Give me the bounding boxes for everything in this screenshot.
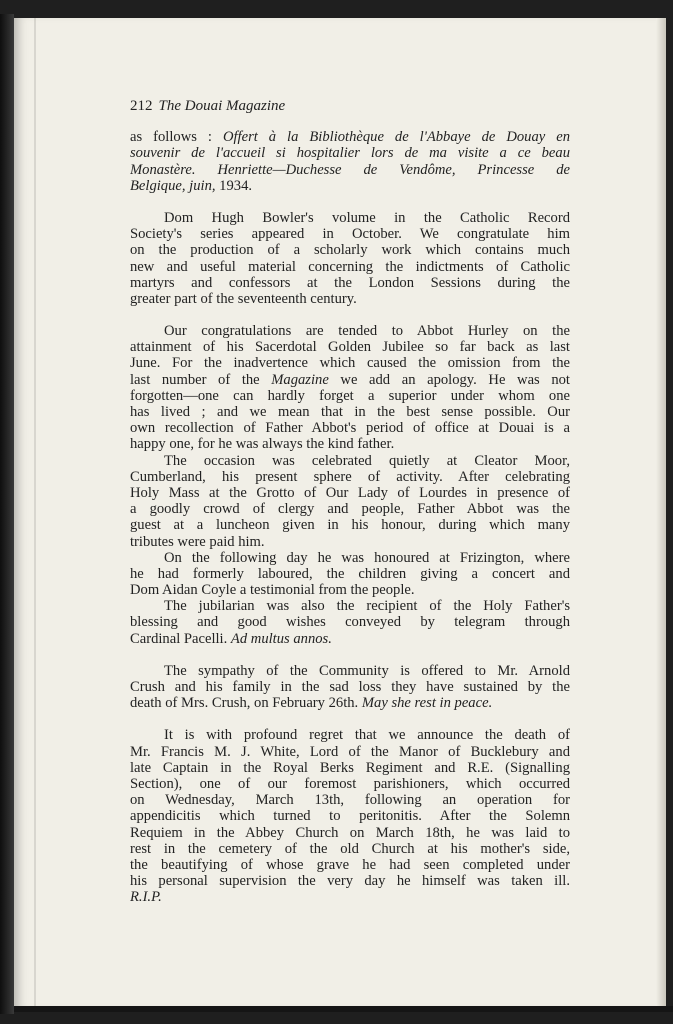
text-line — [130, 210, 570, 226]
text-line — [130, 631, 570, 647]
italic-text: Belgique, juin, — [130, 177, 216, 194]
text-run: Holy Mass at the Grotto of Our Lady of Lourdes in presence of — [130, 484, 570, 501]
text-run: Requiem in the Abbey Church on March 18th, he was laid to — [130, 824, 570, 841]
paragraph — [130, 598, 570, 647]
text-run: on the production of a scholarly work which contains much — [130, 242, 570, 259]
text-line — [130, 792, 570, 808]
paragraph — [130, 550, 570, 599]
text-line — [130, 469, 570, 485]
text-line — [130, 453, 570, 469]
text-line — [130, 760, 570, 776]
text-line — [130, 776, 570, 792]
text-line — [130, 727, 570, 743]
text-line — [130, 339, 570, 355]
text-line — [130, 355, 570, 371]
text-run: tributes were paid him. — [130, 533, 265, 550]
page-text — [130, 98, 570, 905]
text-run: Dom Aidan Coyle a testimonial from the people. — [130, 582, 415, 599]
text-run: on Wednesday, March 13th, following an operation for — [130, 792, 570, 809]
text-line — [130, 841, 570, 857]
text-run: Society's series appeared in October. We congratulate him — [130, 226, 570, 243]
text-run: June. For the inadvertence which caused the omission from the — [130, 355, 570, 372]
text-run: The jubilarian was also the recipient of the Holy Father's — [164, 598, 570, 615]
paragraph — [130, 727, 570, 905]
text-line — [130, 857, 570, 873]
text-line — [130, 598, 570, 614]
text-line — [130, 485, 570, 501]
running-header — [130, 98, 570, 114]
text-line — [130, 550, 570, 566]
italic-text: R.I.P. — [130, 889, 162, 906]
text-run: he had formerly laboured, the children giving a concert and — [130, 565, 570, 582]
article-body — [130, 129, 570, 905]
text-run: forgotten—one can hardly forget a superior under whom one — [130, 387, 570, 404]
text-line — [130, 566, 570, 582]
text-line — [130, 889, 570, 905]
text-run: appendicitis which turned to peritonitis. After the Solemn — [130, 808, 570, 825]
text-run: happy one, for he was always the kind father. — [130, 436, 395, 453]
text-run: guest at a luncheon given in his honour, during which many — [130, 517, 570, 534]
text-line — [130, 679, 570, 695]
text-line — [130, 825, 570, 841]
text-run: martyrs and confessors at the London Sessions during the — [130, 274, 570, 291]
book-spine-edge — [0, 14, 14, 1014]
page-bottom-edge — [14, 1006, 673, 1012]
text-run: death of Mrs. Crush, on February 26th. — [130, 695, 362, 712]
text-run: On the following day he was honoured at Frizington, where — [164, 549, 570, 566]
text-line — [130, 663, 570, 679]
text-run: his personal supervision the very day he himself was taken ill. — [130, 873, 570, 890]
text-run: Dom Hugh Bowler's volume in the Catholic Record — [164, 209, 570, 226]
italic-text: souvenir de l'accueil si hospitalier lors de ma visite a ce beau — [130, 145, 570, 162]
paragraph — [130, 323, 570, 453]
text-line — [130, 404, 570, 420]
paragraph-gap — [130, 194, 570, 210]
italic-text: Ad multus annos. — [230, 630, 332, 647]
text-run: Crush and his family in the sad loss they have sustained by the — [130, 679, 570, 696]
text-run: late Captain in the Royal Berks Regiment and R.E. (Signalling — [130, 759, 570, 776]
text-run: Cumberland, his present sphere of activity. After celebrating — [130, 468, 570, 485]
text-line — [130, 501, 570, 517]
text-run: 1934. — [215, 177, 253, 194]
text-line — [130, 582, 570, 598]
text-run: new and useful material concerning the indictments of Catholic — [130, 258, 570, 275]
text-line — [130, 808, 570, 824]
text-run: The occasion was celebrated quietly at Cleator Moor, — [164, 452, 570, 469]
paragraph-gap — [130, 307, 570, 323]
text-line — [130, 517, 570, 533]
text-line — [130, 145, 570, 161]
text-run: blessing and good wishes conveyed by telegram through — [130, 614, 570, 631]
text-line — [130, 178, 570, 194]
paragraph-gap — [130, 711, 570, 727]
text-run: Mr. Francis M. J. White, Lord of the Manor of Bucklebury and — [130, 743, 570, 760]
text-line — [130, 744, 570, 760]
text-run: attainment of his Sacerdotal Golden Jubilee so far back as last — [130, 339, 570, 356]
text-run: It is with profound regret that we announce the death of — [164, 727, 570, 744]
text-line — [130, 873, 570, 889]
text-line — [130, 420, 570, 436]
text-line — [130, 695, 570, 711]
text-run: The sympathy of the Community is offered to Mr. Arnold — [164, 662, 570, 679]
running-head-title: The Douai Magazine — [158, 98, 286, 114]
text-line — [130, 129, 570, 145]
italic-text: Magazine — [271, 371, 329, 388]
text-run: last number of the — [130, 371, 272, 388]
text-run: Cardinal Pacelli. — [130, 630, 231, 647]
paragraph-gap — [130, 647, 570, 663]
text-run: a goodly crowd of clergy and people, Father Abbot was the — [130, 501, 570, 518]
text-line — [130, 323, 570, 339]
italic-text: May she rest in peace. — [361, 695, 493, 712]
text-line — [130, 226, 570, 242]
text-line — [130, 614, 570, 630]
page-curl-shadow — [656, 18, 666, 1008]
text-line — [130, 242, 570, 258]
gutter-shadow — [34, 18, 36, 1008]
text-line — [130, 275, 570, 291]
paragraph — [130, 663, 570, 712]
text-run: rest in the cemetery of the old Church at his mother's side, — [130, 840, 570, 857]
text-run: Section), one of our foremost parishioners, which occurred — [130, 775, 570, 792]
text-line — [130, 291, 570, 307]
text-line — [130, 372, 570, 388]
text-run: Our congratulations are tended to Abbot Hurley on the — [164, 323, 570, 340]
text-line — [130, 388, 570, 404]
paragraph — [130, 453, 570, 550]
text-line — [130, 534, 570, 550]
page-number: 212 — [130, 98, 153, 114]
text-run: greater part of the seventeenth century. — [130, 290, 357, 307]
italic-text: Offert à la Bibliothèque de l'Abbaye de Douay en — [222, 129, 570, 146]
text-line — [130, 436, 570, 452]
italic-text: Monastère. Henriette—Duchesse de Vendôme, Princesse de — [130, 161, 570, 178]
text-run: we add an apology. He was not — [328, 371, 570, 388]
text-line — [130, 259, 570, 275]
paragraph — [130, 210, 570, 307]
text-run: the beautifying of whose grave he had seen completed under — [130, 856, 570, 873]
text-run: as follows : — [130, 129, 223, 146]
paragraph — [130, 129, 570, 194]
text-run: has lived ; and we mean that in the best sense possible. Our — [130, 404, 570, 421]
text-run: own recollection of Father Abbot's period of office at Douai is a — [130, 420, 570, 437]
text-line — [130, 162, 570, 178]
